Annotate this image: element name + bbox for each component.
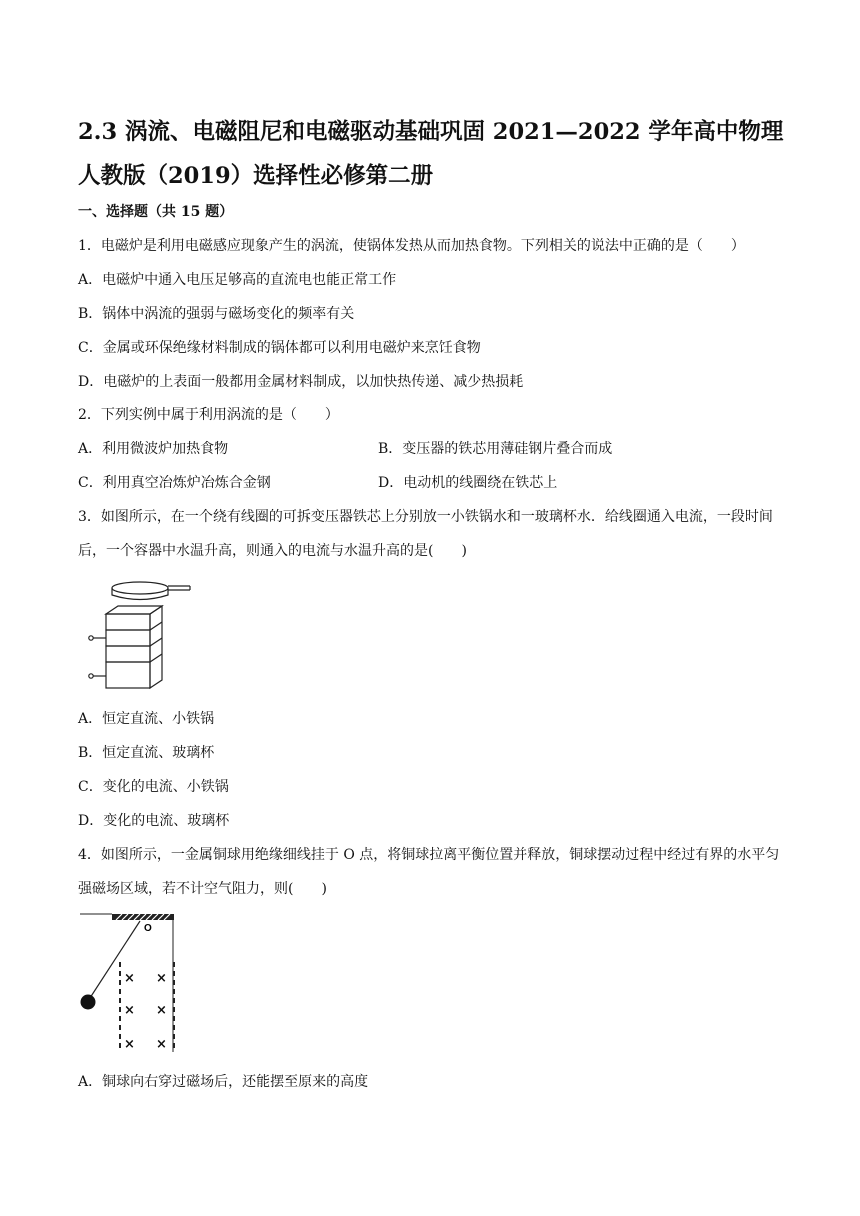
field-cross-mark: ×	[156, 1037, 167, 1052]
question-3-option-a: A．恒定直流、小铁锅	[78, 711, 215, 727]
field-cross-mark: ×	[124, 971, 135, 986]
question-2-option-d: D．电动机的线圈绕在铁芯上	[378, 475, 558, 491]
field-cross-mark: ×	[124, 1003, 135, 1018]
pendulum-magnetic-field-figure	[76, 912, 180, 1056]
question-2-stem: 2．下列实例中属于利用涡流的是（ ）	[78, 407, 339, 423]
document-title: 2.3 涡流、电磁阻尼和电磁驱动基础巩固 2021—2022 学年高中物理人教版（2019）选择性必修第二册	[78, 119, 784, 189]
question-3-option-b: B．恒定直流、玻璃杯	[78, 745, 215, 761]
transformer-core-figure	[84, 576, 204, 694]
question-1-option-a: A．电磁炉中通入电压足够高的直流电也能正常工作	[78, 272, 397, 288]
field-cross-mark: ×	[156, 1003, 167, 1018]
field-cross-mark: ×	[124, 1037, 135, 1052]
copper-ball	[81, 995, 96, 1010]
question-1-stem: 1．电磁炉是利用电磁感应现象产生的涡流，使锅体发热从而加热食物。下列相关的说法中正确的是（ ）	[78, 238, 745, 254]
question-2-option-a: A．利用微波炉加热食物	[78, 441, 229, 457]
question-3-option-c: C．变化的电流、小铁锅	[78, 779, 229, 795]
question-4-stem: 4．如图所示，一金属铜球用绝缘细线挂于 O 点，将铜球拉离平衡位置并释放，铜球摆动过程中经过有界的水平匀强磁场区域，若不计空气阻力，则( )	[78, 847, 780, 897]
pivot-label-o: O	[144, 923, 152, 934]
question-2-option-c: C．利用真空冶炼炉冶炼合金钢	[78, 475, 271, 491]
question-1-option-c: C．金属或环保绝缘材料制成的锅体都可以利用电磁炉来烹饪食物	[78, 340, 481, 356]
question-3-stem: 3．如图所示，在一个绕有线圈的可拆变压器铁芯上分别放一小铁锅水和一玻璃杯水．给线圈通入电流，一段时间后，一个容器中水温升高，则通入的电流与水温升高的是( )	[78, 509, 773, 559]
section-heading: 一、选择题（共 15 题）	[78, 204, 234, 220]
field-cross-mark: ×	[156, 971, 167, 986]
question-2-option-b: B．变压器的铁芯用薄硅钢片叠合而成	[378, 441, 613, 457]
question-1-option-b: B．锅体中涡流的强弱与磁场变化的频率有关	[78, 306, 355, 322]
question-1-option-d: D．电磁炉的上表面一般都用金属材料制成，以加快热传递、减少热损耗	[78, 374, 524, 390]
question-4-option-a: A．铜球向右穿过磁场后，还能摆至原来的高度	[78, 1074, 369, 1090]
question-3-option-d: D．变化的电流、玻璃杯	[78, 813, 230, 829]
